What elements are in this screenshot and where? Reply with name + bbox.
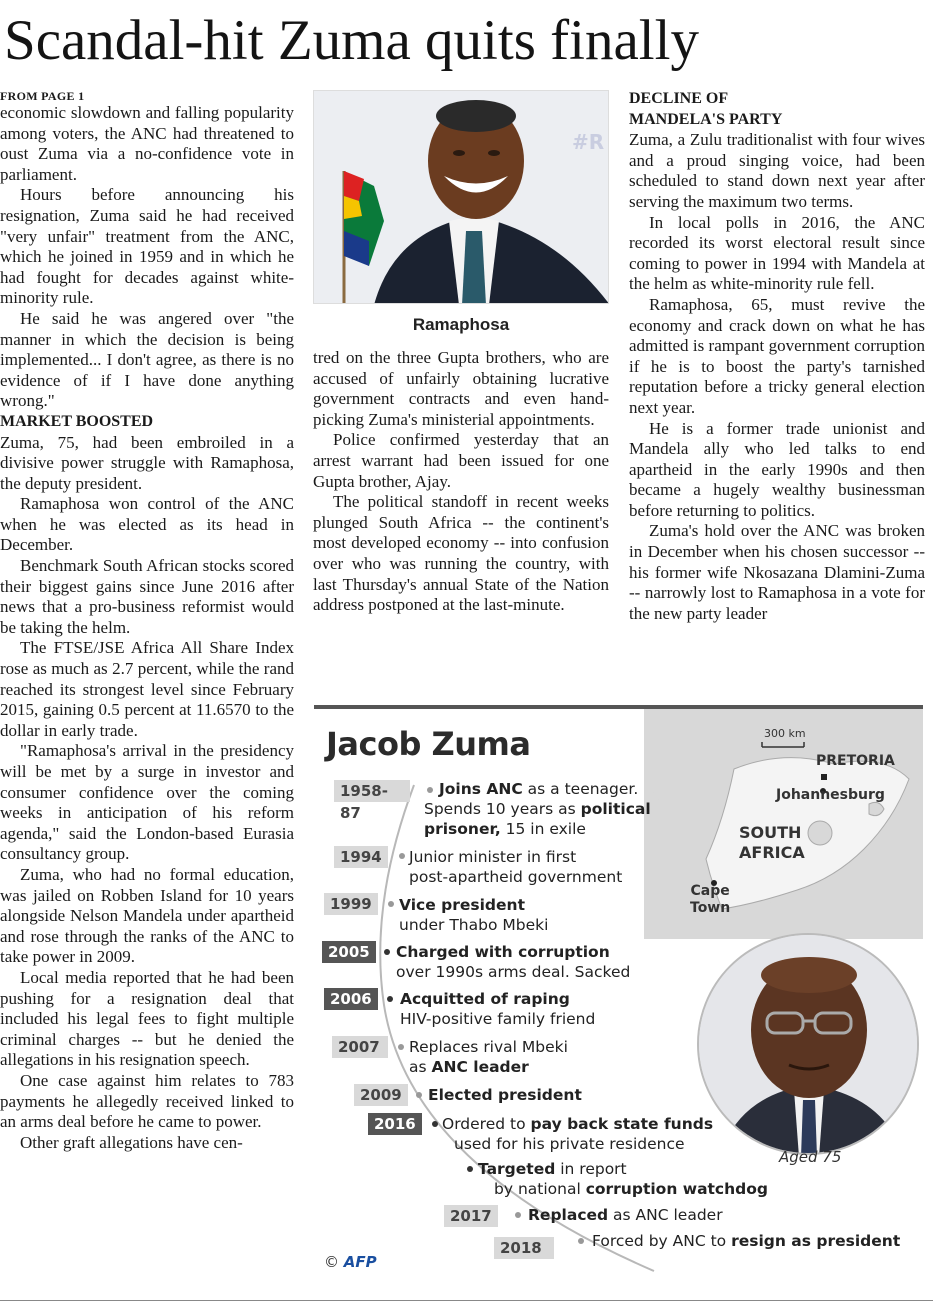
zuma-timeline-graphic [314,705,923,1279]
timeline-entry-text [399,895,548,935]
timeline-line [478,1159,768,1179]
paragraph: Hours before announcing his resignation, Zuma said he had received "very unfair" treatment from the ANC, which he joined in 1959 and in which he had fought for decades against white-minority rule. [0,185,294,308]
article-column-1 [0,89,294,1153]
timeline-dot [578,1238,584,1244]
copyright-symbol: © [324,1253,339,1271]
timeline-year: 2006 [324,988,378,1010]
timeline-year: 2007 [332,1036,388,1058]
timeline-entry-text [528,1205,723,1225]
timeline-line [528,1205,723,1225]
article-column-2 [313,348,609,616]
paragraph: He said he was angered over "the manner in which the decision is being implemented... I don't agree, as there is no evidence of if I have done anything wrong." [0,308,294,411]
timeline-bold: political [580,800,651,818]
age-caption: Aged 75 [779,1148,842,1166]
afp-logo: AFP [343,1253,377,1271]
timeline-bold: Targeted [478,1160,556,1178]
timeline-pre: Ordered to [442,1115,531,1133]
paragraph: Zuma's hold over the ANC was broken in December when his chosen successor -- his former wife Nkosazana Dlamini-Zuma -- narrowly lost to Ramaphosa in a vote for the new party leader [629,521,925,623]
timeline-bold: Vice president [399,896,525,914]
timeline-dot [384,949,390,955]
timeline-year: 2018 [494,1237,554,1259]
paragraph: Benchmark South African stocks scored their biggest gains since June 2016 after news that a pro-business reformist would be taking the helm. [0,556,294,637]
timeline-entry-text [400,989,595,1029]
timeline-line [478,1179,768,1199]
timeline-line [428,1085,582,1105]
map-label-pretoria: PRETORIA [816,753,895,769]
timeline-entry-text [592,1231,900,1251]
paragraph: tred on the three Gupta brothers, who are accused of unfairly obtaining lucrative government contracts and even hand-picking Zuma's ministerial appointments. [313,348,609,429]
timeline-line: Junior minister in first [409,848,577,866]
timeline-line: post-apartheid government [409,868,623,886]
timeline-dot [398,1044,404,1050]
timeline-bold: corruption watchdog [585,1180,768,1198]
timeline-dot [416,1092,422,1098]
timeline-pre: as [409,1058,432,1076]
timeline-line [409,1057,568,1077]
paragraph: One case against him relates to 783 payments he allegedly received linked to an arms deal before he came to power. [0,1070,294,1132]
timeline-bold: resign as president [731,1232,901,1250]
timeline-entry-text [396,942,630,982]
timeline-year: 1994 [334,846,388,868]
timeline-line [442,1114,713,1134]
timeline-line [424,819,651,839]
timeline-line: used for his private residence [454,1135,685,1153]
bottom-rule [0,1300,933,1301]
map-label-cape-line2: Town [690,900,731,916]
timeline-line: Replaces rival Mbeki [409,1038,568,1056]
headline: Scandal-hit Zuma quits finally [4,9,699,72]
subheading: MARKET BOOSTED [0,412,154,430]
timeline-dot [515,1212,521,1218]
paragraph: Zuma, who had no formal education, was jailed on Robben Island for 10 years alongside Nelson Mandela under apartheid and rose through the ranks of the ANC to take power in 2009. [0,864,294,967]
timeline-year: 2016 [368,1113,422,1135]
paragraph: Local media reported that he had been pushing for a resignation deal that included his legal fees to fight multiple criminal charges -- but he denied the allegations in his resignation speech. [0,967,294,1070]
paragraph: The political standoff in recent weeks plunged South Africa -- the continent's most developed economy -- into confusion over who was running the country, with last Thursday's annual State of the Nation address postponed at the last-minute. [313,492,609,615]
article-column-3 [629,89,925,624]
timeline-pre: Spends 10 years as [424,800,581,818]
timeline-rest: as a teenager. [522,780,639,798]
map-scale-label: 300 km [764,727,806,740]
graphic-title: Jacob Zuma [326,725,531,763]
timeline-dot [388,901,394,907]
timeline-rest: as ANC leader [608,1206,723,1224]
paragraph: Other graft allegations have cen- [20,1132,243,1152]
timeline-entry-text [442,1114,713,1154]
photo-caption: Ramaphosa [412,315,510,334]
paragraph: Ramaphosa won control of the ANC when he was elected as its head in December. [0,494,294,555]
map-label-country-line2: AFRICA [739,843,805,862]
timeline-year: 2009 [354,1084,408,1106]
timeline-year: 2005 [322,941,376,963]
timeline-entry-text [409,847,622,887]
paragraph: "Ramaphosa's arrival in the presidency will be met by a surge in investor and consumer confidence over the coming weeks in anticipation of his reform agenda," said the London-based Eurasia consultancy group. [0,741,294,864]
timeline-dot [399,853,405,859]
timeline-entry-text [409,1037,568,1077]
map-label-country-line1: SOUTH [739,823,802,842]
timeline-line [396,942,630,962]
timeline-entry-text [478,1159,768,1199]
timeline-pre: by national [494,1180,586,1198]
paragraph: Zuma, a Zulu traditionalist with four wives and a proud singing voice, had been scheduled to stand down next year after serving the maximum two terms. [629,130,925,211]
map-label-cape-line1: Cape [690,883,730,899]
ramaphosa-portrait-illustration [314,91,609,304]
timeline-line: under Thabo Mbeki [399,916,549,934]
timeline-bold: prisoner, [424,820,501,838]
paragraph: He is a former trade unionist and Mandela ally who led talks to end apartheid in the early 1990s and then became a hugely wealthy businessman before returning to politics. [629,418,925,520]
timeline-rest: in report [555,1160,627,1178]
svg-text:#R: #R [572,130,605,154]
timeline-bold: Acquitted of raping [400,990,570,1008]
subheading: MANDELA'S PARTY [629,110,783,128]
paragraph: The FTSE/JSE Africa All Share Index rose as much as 2.7 percent, while the rand reached its strongest level since February 2015, gaining 0.5 percent at 11.6570 to the dollar in early trade. [0,638,294,740]
paragraph: Ramaphosa, 65, must revive the economy and crack down on what he has admitted is rampant government corruption if he is to boost the party's tarnished reputation before a tricky general election next year. [629,294,925,417]
timeline-year: 2017 [444,1205,498,1227]
timeline-line [400,989,595,1009]
paragraph: Police confirmed yesterday that an arrest warrant had been issued for one Gupta brother, Ajay. [313,430,609,491]
map-label-johannesburg: Johannesburg [776,787,885,803]
paragraph: In local polls in 2016, the ANC recorded its worst electoral result since coming to power in 1994 with Mandela at the helm as white-minority rule fell. [629,212,925,294]
afp-credit [324,1253,377,1271]
timeline-bold: ANC leader [431,1058,529,1076]
timeline-bold: Charged with corruption [396,943,610,961]
timeline-year: 1958-87 [334,780,410,802]
subheading: DECLINE OF [629,90,729,107]
timeline-pre: Forced by ANC to [592,1232,732,1250]
timeline-entry-text [424,779,651,839]
paragraph: Zuma, 75, had been embroiled in a divisive power struggle with Ramaphosa, the deputy president. [0,432,294,493]
timeline-line [424,799,651,819]
timeline-line [592,1231,900,1251]
ramaphosa-photo [313,90,609,304]
timeline-line: HIV-positive family friend [400,1010,596,1028]
timeline-line: over 1990s arms deal. Sacked [396,963,631,981]
timeline-year: 1999 [324,893,378,915]
timeline-bold: pay back state funds [530,1115,714,1133]
timeline-line [424,779,651,799]
timeline-entry-text [428,1085,582,1105]
timeline-bold: Joins ANC [439,780,523,798]
timeline-rest: 15 in exile [500,820,586,838]
timeline-bold: Replaced [528,1206,609,1224]
timeline-line [399,895,548,915]
paragraph: economic slowdown and falling popularity among voters, the ANC had threatened to oust Zuma via a no-confidence vote in parliament. [0,103,294,184]
continuation-kicker: FROM PAGE 1 [0,89,85,103]
timeline-dot [387,996,393,1002]
timeline-bold: Elected president [428,1086,582,1104]
timeline-dot [432,1121,438,1127]
timeline-dot [467,1166,473,1172]
